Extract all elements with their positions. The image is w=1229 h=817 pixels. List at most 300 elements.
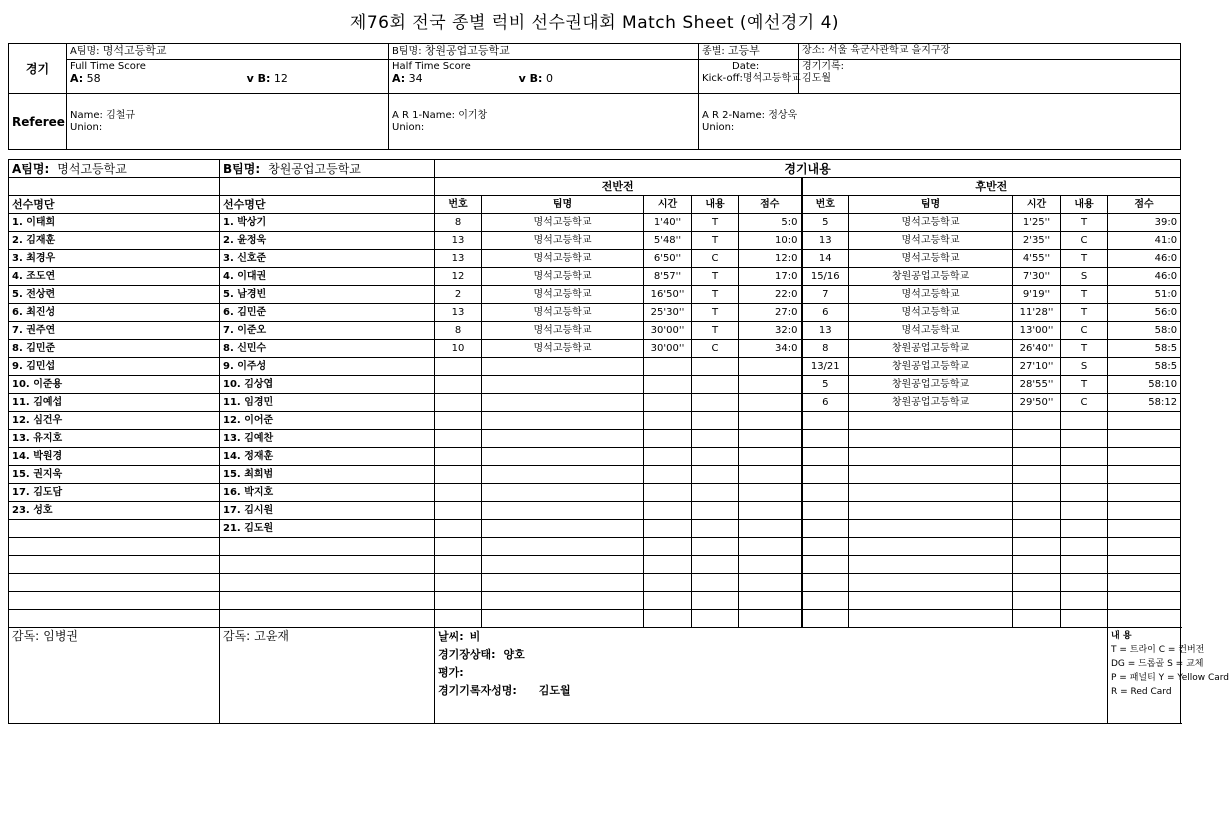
player-b	[220, 556, 435, 574]
event-first-type: T	[692, 268, 739, 286]
player-a: 2. 김재훈	[9, 232, 220, 250]
event-first-type: T	[692, 214, 739, 232]
event-second-team	[849, 502, 1013, 520]
weather-label: 날씨:	[438, 630, 464, 643]
event-second-time	[1013, 520, 1061, 538]
event-first-time	[644, 466, 692, 484]
player-a	[9, 610, 220, 628]
event-second-team	[849, 430, 1013, 448]
event-first-team	[482, 610, 644, 628]
weather-line	[438, 628, 1104, 646]
event-first-type	[692, 466, 739, 484]
event-first-type: T	[692, 232, 739, 250]
team-b-cell	[389, 44, 699, 60]
event-second-no: 6	[802, 394, 849, 412]
event-second-score: 58:5	[1108, 340, 1181, 358]
event-first-score: 12:0	[739, 250, 802, 268]
event-first-no: 10	[435, 340, 482, 358]
event-second-type	[1061, 430, 1108, 448]
event-first-score: 22:0	[739, 286, 802, 304]
event-second-no: 8	[802, 340, 849, 358]
event-first-no	[435, 574, 482, 592]
table-row	[9, 250, 1181, 268]
event-first-no: 13	[435, 304, 482, 322]
col-header-second-score: 점수	[1108, 196, 1181, 214]
event-second-time	[1013, 466, 1061, 484]
roster-team-a-label: A팀명:	[12, 161, 50, 176]
event-first-no	[435, 394, 482, 412]
event-second-no	[802, 520, 849, 538]
event-first-score	[739, 394, 802, 412]
roster-team-b-label: B팀명:	[223, 161, 261, 176]
date-kickoff-cell	[699, 60, 799, 94]
player-a: 3. 최경우	[9, 250, 220, 268]
event-second-score	[1108, 592, 1181, 610]
event-second-no: 13	[802, 322, 849, 340]
event-first-score	[739, 466, 802, 484]
table-row	[9, 214, 1181, 232]
venue-label: 장소:	[802, 45, 825, 56]
referee-cell	[67, 94, 389, 150]
event-second-team: 명석고등학교	[849, 214, 1013, 232]
roster-events-table	[8, 159, 1229, 724]
event-first-type: T	[692, 322, 739, 340]
roster-spacer-a	[9, 178, 220, 196]
event-second-score	[1108, 412, 1181, 430]
event-second-type	[1061, 610, 1108, 628]
event-second-score	[1108, 520, 1181, 538]
coach-a-cell	[9, 628, 220, 724]
roster-team-b-cell	[220, 160, 435, 178]
event-second-score: 58:10	[1108, 376, 1181, 394]
full-time-label: Full Time Score	[70, 61, 146, 72]
ar2-label: A R 2-Name:	[702, 109, 766, 121]
event-second-type: S	[1061, 268, 1108, 286]
player-b: 16. 박지호	[220, 484, 435, 502]
roster-b-list-label: 선수명단	[220, 196, 435, 214]
half-time-label: Half Time Score	[392, 61, 471, 72]
event-second-score	[1108, 538, 1181, 556]
player-b: 1. 박상기	[220, 214, 435, 232]
event-second-type: C	[1061, 232, 1108, 250]
event-first-score	[739, 556, 802, 574]
event-first-time	[644, 394, 692, 412]
event-first-team: 명석고등학교	[482, 232, 644, 250]
event-first-no	[435, 520, 482, 538]
event-second-team	[849, 538, 1013, 556]
event-first-no: 12	[435, 268, 482, 286]
player-a: 4. 조도연	[9, 268, 220, 286]
team-a-cell	[67, 44, 389, 60]
player-a	[9, 538, 220, 556]
page-title: 제76회 전국 종별 럭비 선수권대회 Match Sheet (예선경기 4)	[349, 13, 840, 33]
player-a: 11. 김예섭	[9, 394, 220, 412]
player-b: 6. 김민준	[220, 304, 435, 322]
ar2-union-label: Union:	[702, 121, 735, 133]
player-a: 1. 이태희	[9, 214, 220, 232]
event-second-team	[849, 520, 1013, 538]
kickoff-label: Kick-off:	[702, 73, 743, 84]
event-first-score	[739, 592, 802, 610]
field-line	[438, 646, 1104, 664]
event-first-time	[644, 610, 692, 628]
player-a: 8. 김민준	[9, 340, 220, 358]
referee-name: 김철규	[106, 109, 136, 121]
player-a: 23. 성호	[9, 502, 220, 520]
coach-a-name: 임병권	[43, 629, 79, 643]
event-second-type: T	[1061, 250, 1108, 268]
event-second-time: 27'10''	[1013, 358, 1061, 376]
first-half-header: 전반전	[435, 178, 802, 196]
player-b: 21. 김도원	[220, 520, 435, 538]
event-first-time: 30'00''	[644, 322, 692, 340]
event-second-score	[1108, 610, 1181, 628]
full-b-score: 12	[273, 72, 288, 85]
event-first-no: 2	[435, 286, 482, 304]
event-second-score: 39:0	[1108, 214, 1181, 232]
second-half-header: 후반전	[802, 178, 1181, 196]
col-header-second-time: 시간	[1013, 196, 1061, 214]
team-a-name: 명석고등학교	[102, 44, 167, 57]
player-a: 9. 김민섭	[9, 358, 220, 376]
event-first-type	[692, 358, 739, 376]
event-second-type: C	[1061, 394, 1108, 412]
event-first-time: 1'40''	[644, 214, 692, 232]
player-a: 7. 권주연	[9, 322, 220, 340]
table-row	[9, 268, 1181, 286]
event-first-score	[739, 430, 802, 448]
player-a: 6. 최진성	[9, 304, 220, 322]
event-first-team	[482, 466, 644, 484]
player-b	[220, 610, 435, 628]
event-second-time	[1013, 610, 1061, 628]
table-row	[9, 592, 1181, 610]
event-second-score: 56:0	[1108, 304, 1181, 322]
ar2-name: 정상욱	[768, 109, 798, 121]
table-row	[9, 520, 1181, 538]
event-first-score	[739, 520, 802, 538]
player-b: 10. 김상엽	[220, 376, 435, 394]
event-first-score	[739, 610, 802, 628]
event-second-time: 13'00''	[1013, 322, 1061, 340]
table-row	[9, 358, 1181, 376]
event-second-time: 1'25''	[1013, 214, 1061, 232]
event-first-score	[739, 448, 802, 466]
player-b: 3. 신호준	[220, 250, 435, 268]
event-second-time	[1013, 430, 1061, 448]
event-second-no	[802, 484, 849, 502]
event-first-team	[482, 502, 644, 520]
event-first-time: 25'30''	[644, 304, 692, 322]
table-row	[9, 502, 1181, 520]
event-second-team: 창원공업고등학교	[849, 340, 1013, 358]
event-second-team: 창원공업고등학교	[849, 268, 1013, 286]
event-second-type: T	[1061, 214, 1108, 232]
event-second-team: 창원공업고등학교	[849, 394, 1013, 412]
category-cell	[699, 44, 799, 60]
event-second-time: 4'55''	[1013, 250, 1061, 268]
event-second-no: 7	[802, 286, 849, 304]
table-row	[9, 430, 1181, 448]
roster-header-row	[9, 160, 1181, 178]
player-b: 5. 남경빈	[220, 286, 435, 304]
table-row	[9, 322, 1181, 340]
event-second-type	[1061, 556, 1108, 574]
table-row	[9, 412, 1181, 430]
event-first-score	[739, 574, 802, 592]
roster-team-a-name: 명석고등학교	[57, 161, 127, 176]
event-first-no	[435, 448, 482, 466]
table-row	[9, 610, 1181, 628]
legend-line-1: T = 트라이 C = 컨버전	[1111, 645, 1205, 655]
event-first-no	[435, 484, 482, 502]
event-second-team: 명석고등학교	[849, 304, 1013, 322]
venue-cell	[799, 44, 1181, 60]
event-second-time	[1013, 412, 1061, 430]
event-second-type	[1061, 538, 1108, 556]
event-first-no	[435, 412, 482, 430]
event-second-no: 13	[802, 232, 849, 250]
event-first-no	[435, 358, 482, 376]
event-second-no	[802, 466, 849, 484]
event-second-type: T	[1061, 304, 1108, 322]
event-first-time: 5'48''	[644, 232, 692, 250]
event-first-team: 명석고등학교	[482, 214, 644, 232]
event-first-type	[692, 502, 739, 520]
event-second-score: 46:0	[1108, 268, 1181, 286]
event-second-score	[1108, 430, 1181, 448]
event-second-type: T	[1061, 340, 1108, 358]
event-first-team: 명석고등학교	[482, 250, 644, 268]
player-b: 12. 이어준	[220, 412, 435, 430]
event-first-score	[739, 484, 802, 502]
event-first-team: 명석고등학교	[482, 340, 644, 358]
event-first-no	[435, 376, 482, 394]
event-second-no	[802, 556, 849, 574]
player-a: 12. 심건우	[9, 412, 220, 430]
ar2-cell	[699, 94, 1181, 150]
event-second-type	[1061, 484, 1108, 502]
event-second-team: 창원공업고등학교	[849, 376, 1013, 394]
event-first-time	[644, 520, 692, 538]
event-first-type	[692, 376, 739, 394]
event-first-team	[482, 430, 644, 448]
writer-line	[438, 682, 1104, 700]
event-first-time	[644, 448, 692, 466]
half-a-label: A:	[392, 72, 406, 85]
event-second-time	[1013, 448, 1061, 466]
event-second-team	[849, 466, 1013, 484]
legend-line-2: DG = 드롭골 S = 교체	[1111, 659, 1204, 669]
half-b-score: 0	[545, 72, 553, 85]
event-first-type	[692, 592, 739, 610]
event-second-no	[802, 502, 849, 520]
roster-team-b-name: 창원공업고등학교	[268, 161, 361, 176]
event-second-no	[802, 574, 849, 592]
event-first-team	[482, 484, 644, 502]
event-second-no	[802, 412, 849, 430]
event-first-team	[482, 412, 644, 430]
table-row	[9, 574, 1181, 592]
event-first-no: 8	[435, 214, 482, 232]
event-first-no: 13	[435, 250, 482, 268]
event-second-time	[1013, 538, 1061, 556]
event-first-team	[482, 538, 644, 556]
referee-name-label: Name:	[70, 109, 103, 121]
event-second-team	[849, 412, 1013, 430]
event-second-type: S	[1061, 358, 1108, 376]
writer-label: 경기기록자성명:	[438, 684, 517, 697]
event-first-type	[692, 412, 739, 430]
match-row-label: 경기	[9, 44, 67, 94]
event-first-score: 5:0	[739, 214, 802, 232]
full-a-score: 58	[86, 72, 101, 85]
player-a: 10. 이준용	[9, 376, 220, 394]
player-a	[9, 520, 220, 538]
event-first-no: 13	[435, 232, 482, 250]
kickoff-value: 명석고등학교	[742, 73, 801, 84]
weather-value: 비	[469, 630, 481, 643]
event-second-type	[1061, 412, 1108, 430]
roster-team-a-cell	[9, 160, 220, 178]
event-second-time: 29'50''	[1013, 394, 1061, 412]
event-second-no	[802, 610, 849, 628]
event-second-time: 7'30''	[1013, 268, 1061, 286]
event-second-type: T	[1061, 376, 1108, 394]
coach-b-label: 감독:	[223, 629, 251, 643]
event-second-time	[1013, 556, 1061, 574]
event-first-team	[482, 376, 644, 394]
event-second-score	[1108, 484, 1181, 502]
event-second-score	[1108, 574, 1181, 592]
player-a: 17. 김도담	[9, 484, 220, 502]
column-header-row	[9, 196, 1181, 214]
venue-value: 서울 육군사관학교 을지구장	[827, 45, 951, 56]
table-row	[9, 466, 1181, 484]
col-header-first-time: 시간	[644, 196, 692, 214]
event-first-type: T	[692, 286, 739, 304]
event-first-time	[644, 376, 692, 394]
event-first-time	[644, 502, 692, 520]
event-first-type: T	[692, 304, 739, 322]
event-second-no: 14	[802, 250, 849, 268]
table-row	[9, 304, 1181, 322]
table-row	[9, 394, 1181, 412]
team-a-label: A팀명:	[70, 46, 100, 57]
event-first-type	[692, 394, 739, 412]
event-second-score: 58:0	[1108, 322, 1181, 340]
player-a: 14. 박원경	[9, 448, 220, 466]
event-first-type	[692, 538, 739, 556]
full-a-label: A:	[70, 72, 84, 85]
recorder-label: 경기기록:	[802, 61, 845, 72]
event-second-team: 명석고등학교	[849, 286, 1013, 304]
player-a	[9, 592, 220, 610]
event-second-team	[849, 556, 1013, 574]
event-first-score	[739, 502, 802, 520]
event-first-type	[692, 574, 739, 592]
event-second-team: 창원공업고등학교	[849, 358, 1013, 376]
player-b: 4. 이대권	[220, 268, 435, 286]
event-first-time	[644, 430, 692, 448]
col-header-first-no: 번호	[435, 196, 482, 214]
event-second-type: T	[1061, 286, 1108, 304]
event-second-score: 51:0	[1108, 286, 1181, 304]
event-first-score	[739, 412, 802, 430]
event-second-no: 15/16	[802, 268, 849, 286]
recorder-cell	[799, 60, 1181, 94]
event-first-team	[482, 574, 644, 592]
full-time-cell	[67, 60, 389, 94]
field-label: 경기장상태:	[438, 648, 496, 661]
event-second-time: 28'55''	[1013, 376, 1061, 394]
event-first-team	[482, 448, 644, 466]
referee-union-label: Union:	[70, 121, 103, 133]
halves-row	[9, 178, 1181, 196]
legend-line-3: P = 패널티 Y = Yellow Card	[1111, 673, 1229, 683]
event-first-no	[435, 466, 482, 484]
half-time-cell	[389, 60, 699, 94]
event-second-score: 58:5	[1108, 358, 1181, 376]
event-first-no: 8	[435, 322, 482, 340]
team-b-name: 창원공업고등학교	[424, 44, 510, 57]
player-a: 5. 전상련	[9, 286, 220, 304]
half-a-score: 34	[408, 72, 423, 85]
event-first-score: 27:0	[739, 304, 802, 322]
col-header-second-team: 팀명	[849, 196, 1013, 214]
legend-title: 내 용	[1111, 631, 1132, 641]
table-row	[9, 484, 1181, 502]
coach-a-label: 감독:	[12, 629, 40, 643]
event-first-time	[644, 484, 692, 502]
event-first-team: 명석고등학교	[482, 304, 644, 322]
category-value: 고등부	[727, 44, 760, 57]
event-first-time	[644, 556, 692, 574]
event-first-type	[692, 448, 739, 466]
referee-row-label: Referee	[9, 94, 67, 150]
player-a: 15. 권지욱	[9, 466, 220, 484]
ar1-union-label: Union:	[392, 121, 425, 133]
category-label: 종별:	[702, 46, 725, 57]
recorder-value: 김도월	[802, 73, 832, 84]
player-b: 15. 최희범	[220, 466, 435, 484]
event-first-no	[435, 430, 482, 448]
event-first-score	[739, 376, 802, 394]
eval-label: 평가:	[438, 666, 464, 679]
ar1-name: 이기창	[458, 109, 488, 121]
event-first-no	[435, 610, 482, 628]
event-first-team: 명석고등학교	[482, 268, 644, 286]
player-b: 13. 김예찬	[220, 430, 435, 448]
event-second-type	[1061, 448, 1108, 466]
event-second-time: 9'19''	[1013, 286, 1061, 304]
event-second-type	[1061, 520, 1108, 538]
event-second-team: 명석고등학교	[849, 250, 1013, 268]
player-b	[220, 592, 435, 610]
player-b: 11. 임경민	[220, 394, 435, 412]
event-first-team: 명석고등학교	[482, 286, 644, 304]
event-first-no	[435, 502, 482, 520]
event-first-team	[482, 394, 644, 412]
player-b: 2. 윤정욱	[220, 232, 435, 250]
event-first-type	[692, 520, 739, 538]
writer-name: 김도월	[538, 684, 571, 697]
event-second-no	[802, 430, 849, 448]
roster-spacer-b	[220, 178, 435, 196]
event-second-type: C	[1061, 322, 1108, 340]
event-second-score: 58:12	[1108, 394, 1181, 412]
player-b: 14. 정재훈	[220, 448, 435, 466]
